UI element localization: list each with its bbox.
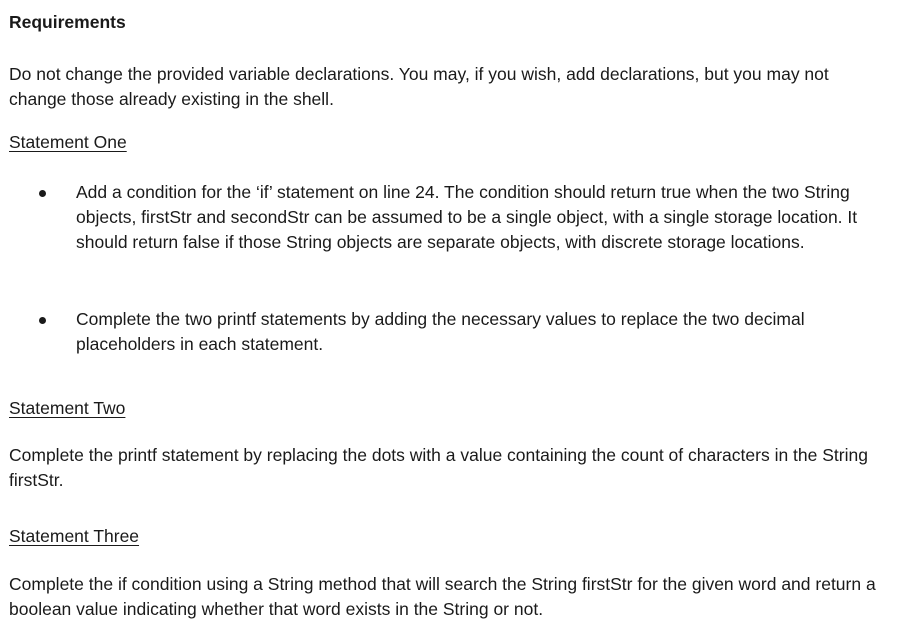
bullet-icon bbox=[39, 317, 46, 324]
bullet-icon bbox=[39, 190, 46, 197]
statement-one-heading: Statement One bbox=[9, 132, 127, 152]
bullet-text: Complete the two printf statements by adding the necessary values to replace the two decimal placeholders in each statement. bbox=[76, 309, 805, 354]
statement-three-paragraph: Complete the if condition using a String method that will search the String firstStr for the given word and return a boolean value indicating whether that word exists in the String or not. bbox=[9, 574, 876, 619]
intro-paragraph: Do not change the provided variable declarations. You may, if you wish, add declarations, but you may not change those already existing in the shell. bbox=[9, 64, 829, 109]
statement-two-heading: Statement Two bbox=[9, 398, 126, 418]
page-title: Requirements bbox=[9, 12, 126, 32]
bullet-text: Add a condition for the ‘if’ statement on line 24. The condition should return true when the two String objects, firstStr and secondStr can be assumed to be a single object, with a single storage location. It should return false if those String objects are separate objects, with discrete storage locations. bbox=[76, 182, 858, 252]
statement-three-heading: Statement Three bbox=[9, 526, 140, 546]
statement-two-paragraph: Complete the printf statement by replacing the dots with a value containing the count of characters in the String firstStr. bbox=[9, 445, 868, 490]
